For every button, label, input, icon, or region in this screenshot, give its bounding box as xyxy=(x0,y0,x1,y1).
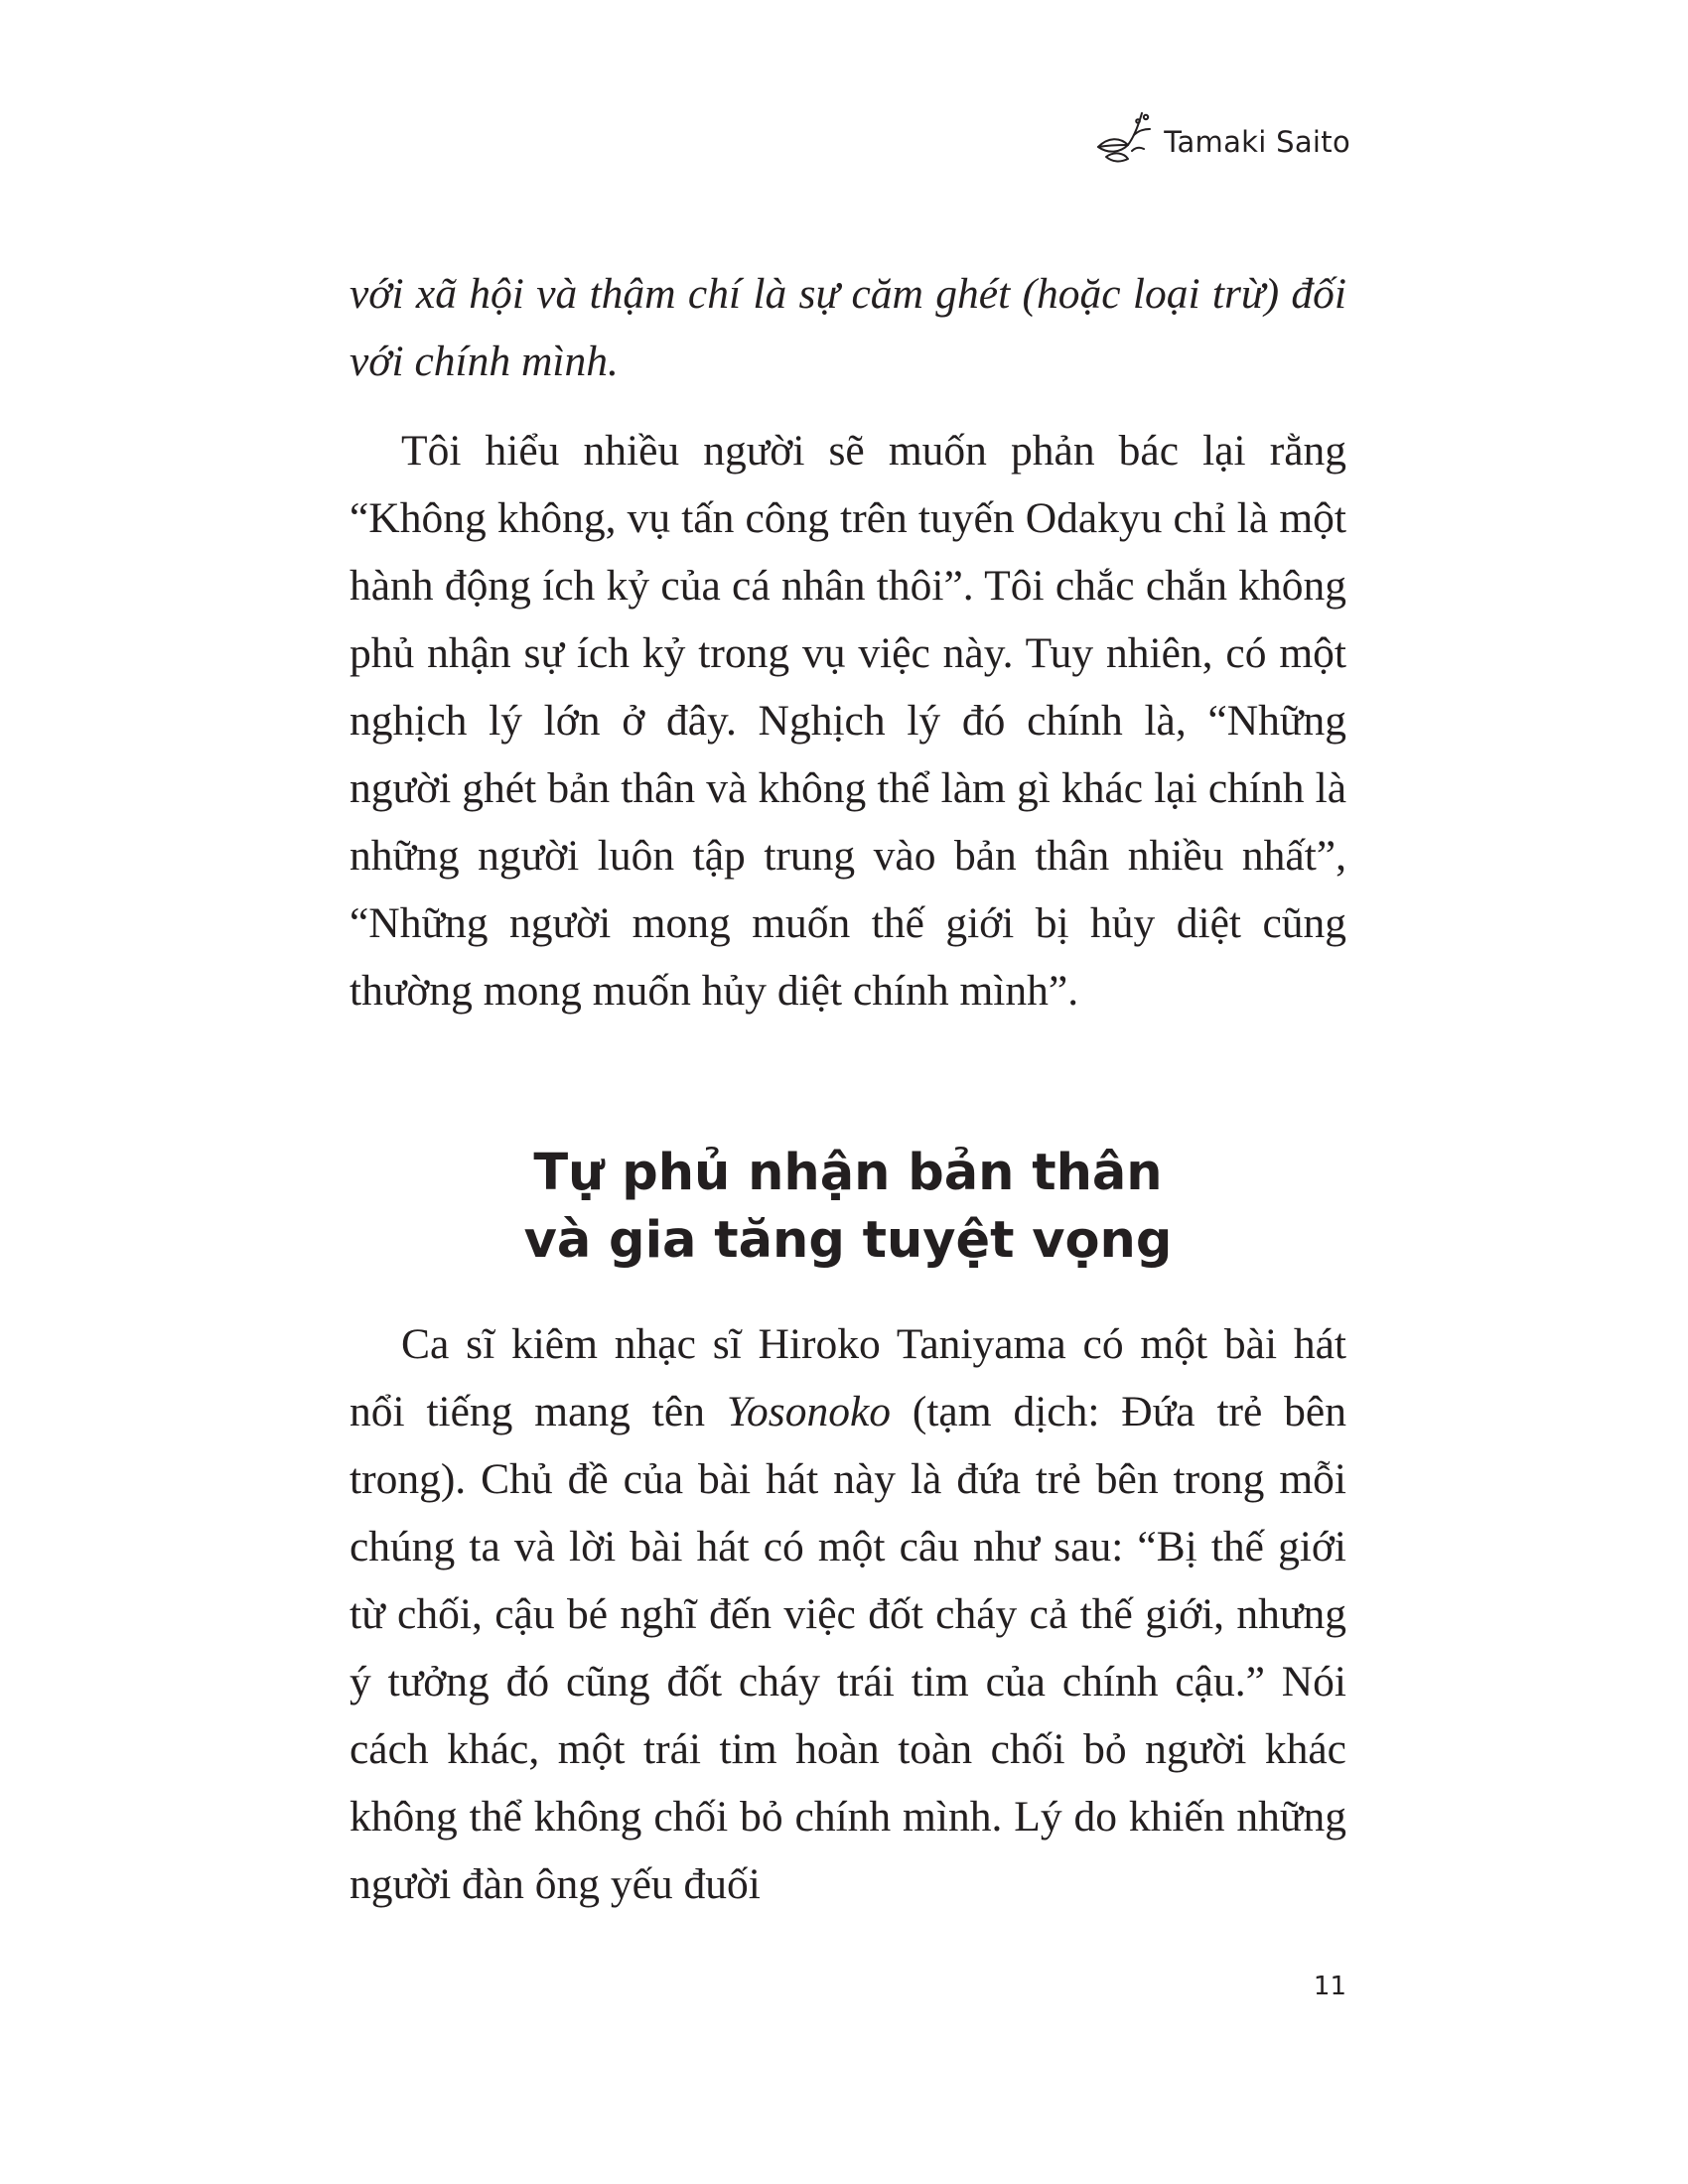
continuation-text xyxy=(350,260,1346,395)
body-paragraph-2 xyxy=(350,1310,1346,1918)
heading-line-1: Tự phủ nhận bản thân xyxy=(533,1144,1163,1202)
running-header xyxy=(1094,107,1350,163)
author-name: Tamaki Saito xyxy=(1164,125,1350,159)
heading-line-2: và gia tăng tuyệt vọng xyxy=(523,1211,1173,1270)
paragraph-text xyxy=(350,1310,1346,1918)
body-paragraph-1 xyxy=(350,417,1346,1024)
paragraph-text: Tôi hiểu nhiều người sẽ muốn phản bác lại rằng “Không không, vụ tấn công trên tuyến Odakyu chỉ là một hành động ích kỷ của cá nhân thôi”. Tôi chắc chắn không phủ nhận sự ích kỷ trong vụ việc này. Tuy nhiên, có một nghịch lý lớn ở đây. Nghịch lý đó chính là, “Những người ghét bản thân và không thể làm gì khác lại chính là những người luôn tập trung vào bản thân nhiều nhất”, “Những người mong muốn thế giới bị hủy diệt cũng thường mong muốn hủy diệt chính mình”. xyxy=(350,427,1346,1015)
continuation-paragraph: với xã hội và thậm chí là sự căm ghét (hoặc loại trừ) đối với chính mình. xyxy=(350,270,1346,385)
leaf-branch-icon xyxy=(1094,107,1156,163)
page-number: 11 xyxy=(1313,1972,1346,2001)
paragraph-text-start: Ca sĩ kiêm nhạc sĩ Hiroko Taniyama có một bài hát nổi tiếng mang tên xyxy=(350,1320,1346,1435)
song-title: Yosonoko xyxy=(726,1388,891,1435)
section-heading xyxy=(350,1140,1346,1275)
paragraph-text-end: (tạm dịch: Đứa trẻ bên trong). Chủ đề của bài hát này là đứa trẻ bên trong mỗi chúng ta và lời bài hát có một câu như sau: “Bị thế giới từ chối, cậu bé nghĩ đến việc đốt cháy cả thế giới, nhưng ý tưởng đó cũng đốt cháy trái tim của chính cậu.” Nói cách khác, một trái tim hoàn toàn chối bỏ người khác không thể không chối bỏ chính mình. Lý do khiến những người đàn ông yếu đuối xyxy=(350,1388,1346,1908)
